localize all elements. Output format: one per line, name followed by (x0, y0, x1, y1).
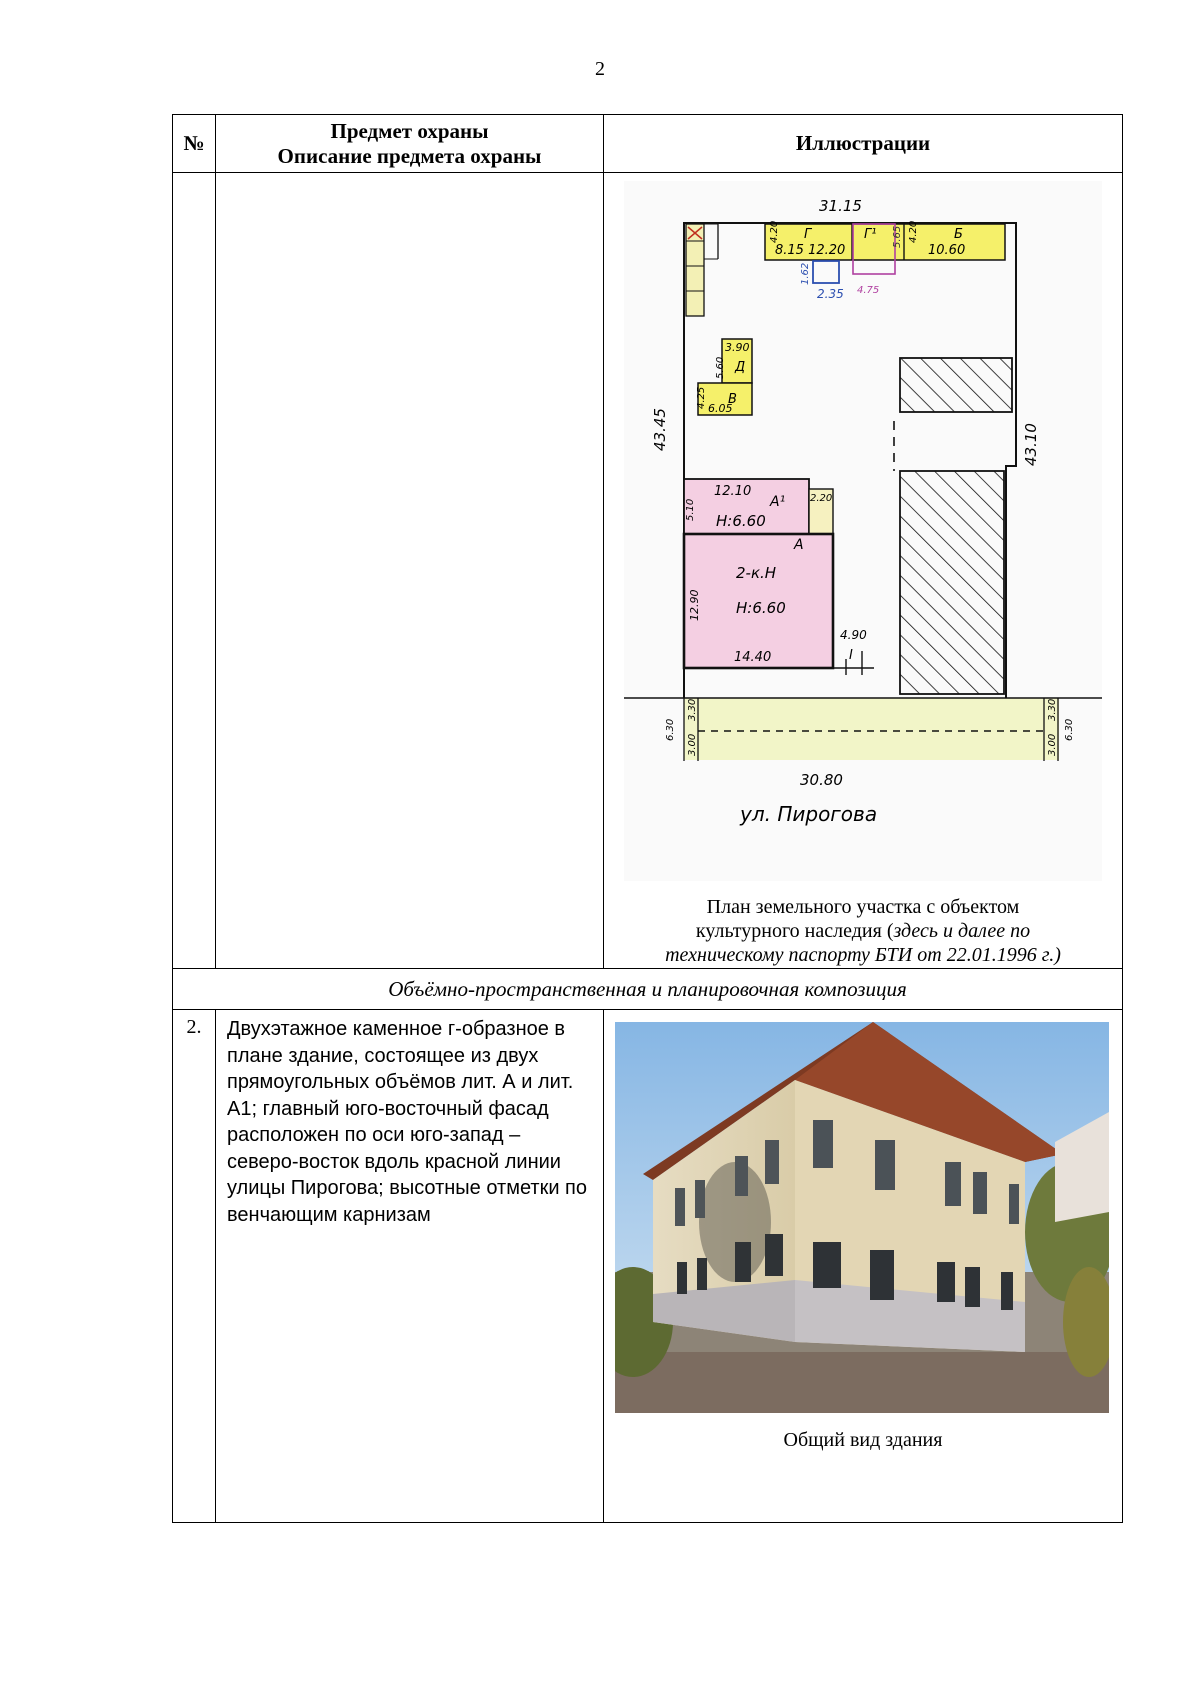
plan-v-height: 4.25 (696, 386, 707, 409)
plan-gate-mark: I (849, 648, 853, 663)
plan-lit-d: Д (735, 360, 746, 375)
protection-table (172, 114, 1123, 1523)
building-photo (615, 1022, 1109, 1413)
table-row-plan (173, 173, 1123, 969)
plan-lit-a: А (794, 537, 804, 553)
plan-lit-v: В (728, 392, 737, 407)
plan-caption-normal: культурного наследия ( (695, 920, 894, 942)
section-title: Объёмно-пространственная и планировочная композиция (173, 969, 1123, 1010)
plan-illustration-cell (604, 173, 1123, 969)
plan-desc-cell (216, 173, 604, 969)
row2-number: 2. (173, 1010, 216, 1523)
plan-g2-height: 1.62 (800, 262, 811, 285)
plan-caption-italic: здесь и далее по (893, 920, 1031, 942)
plan-d-width: 3.90 (725, 341, 750, 354)
plan-right-depth: 43.10 (1022, 423, 1040, 466)
table-row-2 (173, 1010, 1123, 1523)
plan-v-width: 6.05 (708, 402, 733, 415)
row2-illustration-cell (604, 1010, 1123, 1523)
plan-a1-height: 5.10 (685, 498, 696, 521)
header-number: № (173, 115, 216, 173)
plan-a-floors: 2-к.Н (736, 564, 777, 582)
plan-num-cell (173, 173, 216, 969)
row2-desc-cell (216, 1010, 604, 1523)
plan-strip-right-a: 6.30 (1064, 718, 1075, 741)
plan-b-height: 4.20 (908, 220, 919, 243)
table-header-row (173, 115, 1123, 173)
plan-strip-left-b: 3.30 (687, 698, 698, 721)
plan-caption-line2 (604, 919, 1122, 943)
plan-lit-b: Б (954, 227, 963, 242)
site-plan-drawing (624, 181, 1102, 881)
plan-a1-annex: 2.20 (810, 493, 833, 504)
plan-strip-right-b: 3.30 (1047, 698, 1058, 721)
plan-lit-g: Г (804, 227, 812, 242)
plan-g-height: 4.20 (769, 220, 780, 243)
plan-street-name: ул. Пирогова (740, 802, 878, 826)
plan-gate-width: 4.90 (840, 628, 867, 642)
plan-caption (604, 895, 1122, 967)
header-subject-line2: Описание предмета охраны (277, 143, 542, 168)
section-row (173, 969, 1123, 1010)
plan-caption-line1: План земельного участка с объектом (706, 896, 1020, 918)
plan-caption-line3 (604, 943, 1122, 967)
plan-left-depth: 43.45 (651, 408, 669, 451)
plan-strip-left-c: 3.00 (687, 733, 698, 756)
sidewalk-strip (684, 698, 1059, 760)
neighbor-building-2 (900, 471, 1004, 694)
plan-bottom-width: 30.80 (800, 771, 843, 789)
plan-a-height-mark: Н:6.60 (736, 599, 786, 617)
plan-strip-right-c: 3.00 (1047, 733, 1058, 756)
header-subject-line1: Предмет охраны (330, 118, 489, 143)
plan-b-length: 10.60 (928, 243, 966, 258)
plan-a-width: 14.40 (734, 650, 772, 665)
plan-top-width: 31.15 (819, 197, 862, 215)
plan-caption-line3-text: техническому паспорту БТИ от 22.01.1996 г.) (665, 944, 1061, 966)
plan-g-dims: 8.15 12.20 (775, 243, 846, 258)
plan-strip-left-a: 6.30 (665, 718, 676, 741)
neighbor-building-1 (900, 358, 1012, 412)
photo-caption: Общий вид здания (783, 1429, 943, 1451)
page-number: 2 (595, 58, 605, 80)
header-illustrations: Иллюстрации (604, 115, 1123, 173)
plan-a1-width: 12.10 (714, 484, 752, 499)
plan-lit-a1: А¹ (770, 494, 786, 510)
plan-g2-width: 4.75 (857, 285, 880, 296)
plan-lit-g1: Г¹ (864, 227, 877, 242)
row2-description: Двухэтажное каменное г-образное в плане здание, состоящее из двух прямоугольных объёмов лит. А и лит. А1; главный юго-восточный фасад расположен по оси юго-запад – северо-восток вдоль красной линии улицы Пирогова; высотные отметки по венчающим карнизам (227, 1018, 588, 1226)
header-subject (216, 115, 604, 173)
plan-d-height: 5.60 (715, 356, 726, 379)
plan-a1-height-mark: Н:6.60 (716, 512, 766, 530)
plan-g2-dim: 2.35 (817, 287, 844, 301)
plan-a-height: 12.90 (688, 589, 701, 621)
plan-g1-height: 5.65 (892, 225, 903, 248)
